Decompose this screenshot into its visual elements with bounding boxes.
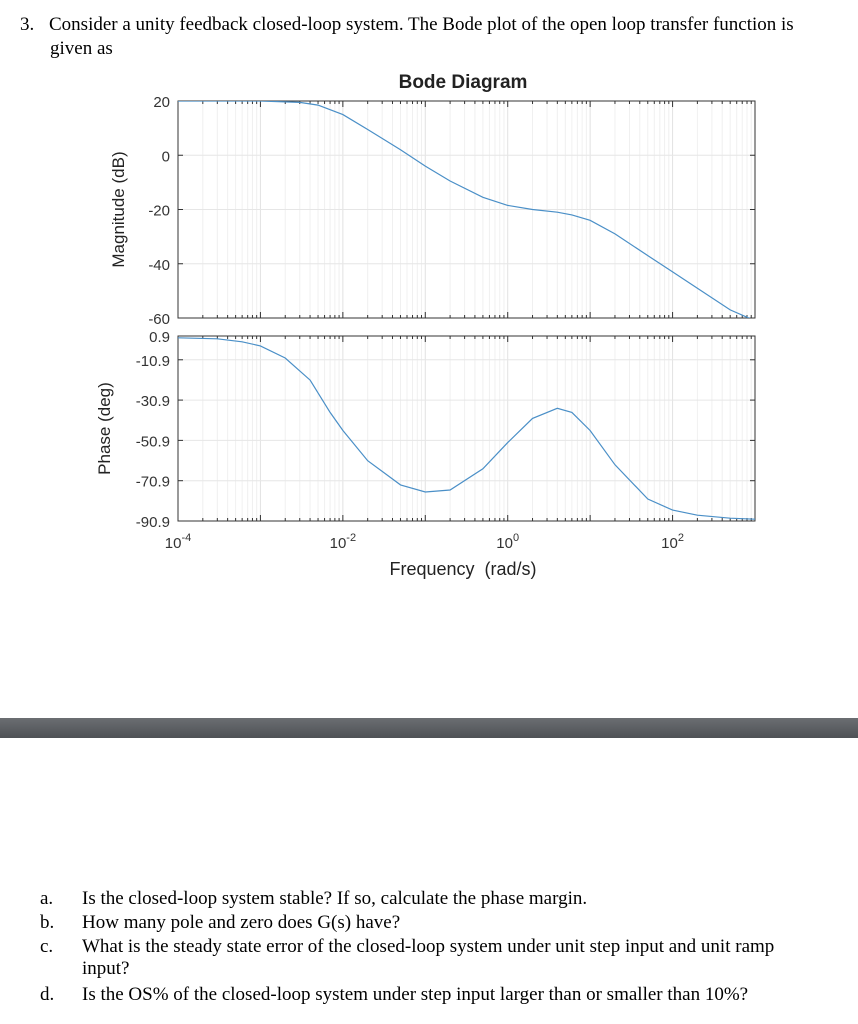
x-tick-label: $10^{-4}$ — [164, 532, 192, 552]
phase-y-tick-label: -10.9 — [135, 352, 170, 370]
x-tick-label: $10^0$ — [496, 532, 520, 552]
magnitude-y-tick-label: -60 — [148, 311, 170, 328]
magnitude-y-tick-label: 0 — [161, 148, 170, 166]
phase-y-tick-label: -70.9 — [135, 473, 170, 491]
sub-question-marker: b. — [40, 912, 55, 933]
magnitude-y-tick-label: -20 — [148, 202, 170, 220]
section-divider — [0, 718, 858, 738]
magnitude-y-tick-label: 20 — [153, 94, 170, 111]
chart-title: Bode Diagram — [398, 72, 528, 93]
phase-y-axis-label: Phase (deg) — [95, 382, 114, 475]
sub-question-text: Is the OS% of the closed-loop system under step input larger than or smaller than 10%? — [82, 984, 749, 1005]
sub-question-marker: d. — [40, 984, 55, 1005]
magnitude-panel — [109, 94, 755, 328]
sub-question-marker: a. — [40, 888, 54, 909]
sub-question-text: How many pole and zero does G(s) have? — [82, 912, 401, 933]
question-number: 3. — [20, 14, 35, 35]
sub-question-text: Is the closed-loop system stable? If so, calculate the phase margin. — [82, 888, 588, 909]
x-tick-label: $10^{-2}$ — [329, 532, 357, 552]
sub-question-text: What is the steady state error of the closed-loop system under unit step input and unit ramp input? — [82, 936, 775, 979]
phase-y-tick-label: 0.9 — [149, 329, 170, 346]
magnitude-y-axis-label: Magnitude (dB) — [109, 151, 128, 268]
phase-y-tick-label: -50.9 — [135, 433, 170, 451]
question-text-line2: given as — [50, 38, 113, 59]
phase-panel — [95, 329, 755, 531]
magnitude-y-tick-label: -40 — [148, 256, 170, 274]
phase-y-tick-label: -30.9 — [135, 393, 170, 411]
x-tick-label: $10^2$ — [661, 532, 684, 552]
question-text-line1: Consider a unity feedback closed-loop system. The Bode plot of the open loop transfer function is — [49, 14, 794, 35]
x-axis-label: Frequency (rad/s) — [389, 559, 537, 579]
x-axis — [165, 532, 684, 552]
phase-y-tick-label: -90.9 — [135, 514, 170, 531]
sub-question-marker: c. — [40, 936, 54, 957]
